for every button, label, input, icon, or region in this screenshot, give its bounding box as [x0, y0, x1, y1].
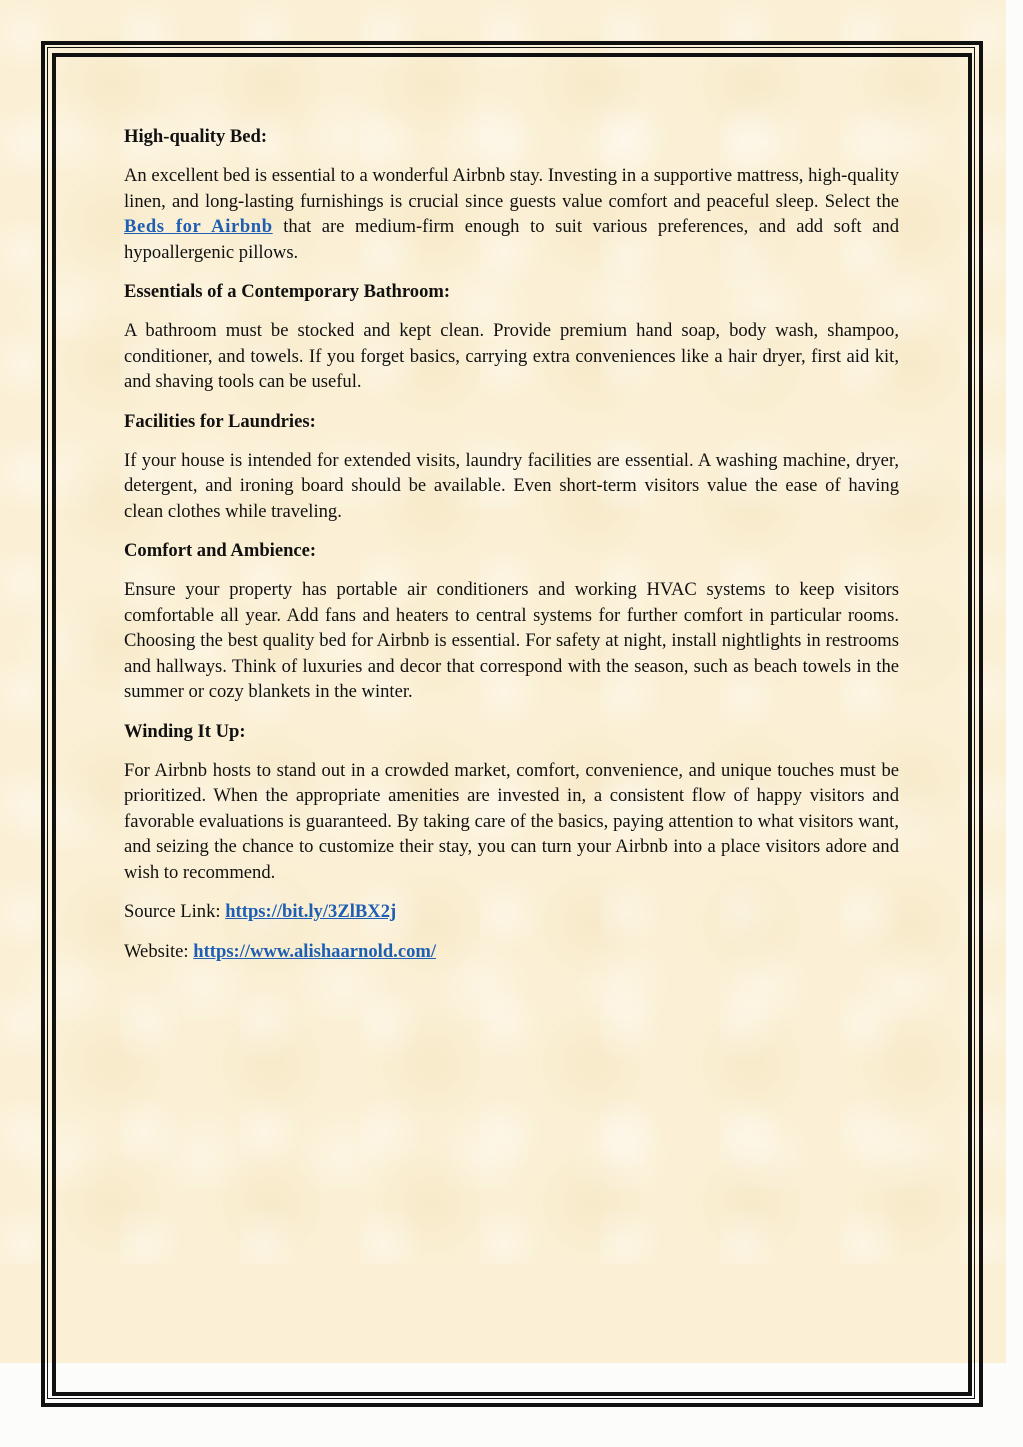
- heading-bathroom-essentials: Essentials of a Contemporary Bathroom:: [124, 281, 451, 302]
- heading-winding-it-up: Winding It Up:: [124, 720, 246, 742]
- paragraph-text: An excellent bed is essential to a wonderful Airbnb stay. Investing in a supportive mattress, high-quality linen, and long-lasting furnishings is crucial since guests value comfort and peaceful sleep. Select the: [124, 165, 899, 212]
- paragraph-bathroom-essentials: A bathroom must be stocked and kept clean. Provide premium hand soap, body wash, shampoo, conditioner, and towels. If you forget basics, carrying extra conveniences like a hair dryer, first aid kit, and shaving tools can be useful.: [124, 320, 899, 392]
- source-link-label: Source Link:: [124, 901, 226, 922]
- paragraph-winding-it-up: For Airbnb hosts to stand out in a crowded market, comfort, convenience, and unique touches must be prioritized. When the appropriate amenities are invested in, a consistent flow of happy visitors and favorable evaluations is guaranteed. By taking care of the basics, paying attention to what visitors want, and seizing the chance to customize their stay, you can turn your Airbnb into a place visitors adore and wish to recommend.: [124, 759, 899, 883]
- paragraph-comfort-ambience: Ensure your property has portable air conditioners and working HVAC systems to keep visitors comfortable all year. Add fans and heaters to central systems for further comfort in particular rooms. Choosing the best quality bed for Airbnb is essential. For safety at night, install nightlights in restrooms and hallways. Think of luxuries and decor that correspond with the season, such as beach towels in the summer or cozy blankets in the winter.: [124, 579, 899, 702]
- website-link[interactable]: https://www.alishaarnold.com/: [193, 940, 437, 962]
- paragraph-text: that are medium-firm enough to suit various preferences, and add soft and hypoallergenic pillows.: [124, 216, 900, 263]
- heading-comfort-ambience: Comfort and Ambience:: [124, 540, 317, 561]
- heading-laundry-facilities: Facilities for Laundries:: [124, 410, 316, 432]
- source-link-line: [124, 899, 899, 925]
- paragraph-laundry-facilities: If your house is intended for extended visits, laundry facilities are essential. A washing machine, dryer, detergent, and ironing board should be available. Even short-term visitors value the ease of having clean clothes while traveling.: [124, 449, 899, 522]
- website-label: Website:: [124, 940, 194, 962]
- source-link[interactable]: https://bit.ly/3ZlBX2j: [225, 901, 397, 922]
- document-body: [124, 124, 899, 978]
- beds-for-airbnb-link[interactable]: Beds for Airbnb: [124, 216, 273, 237]
- paragraph-high-quality-bed: [124, 163, 899, 265]
- heading-high-quality-bed: High-quality Bed:: [124, 126, 268, 147]
- website-line: [124, 939, 899, 965]
